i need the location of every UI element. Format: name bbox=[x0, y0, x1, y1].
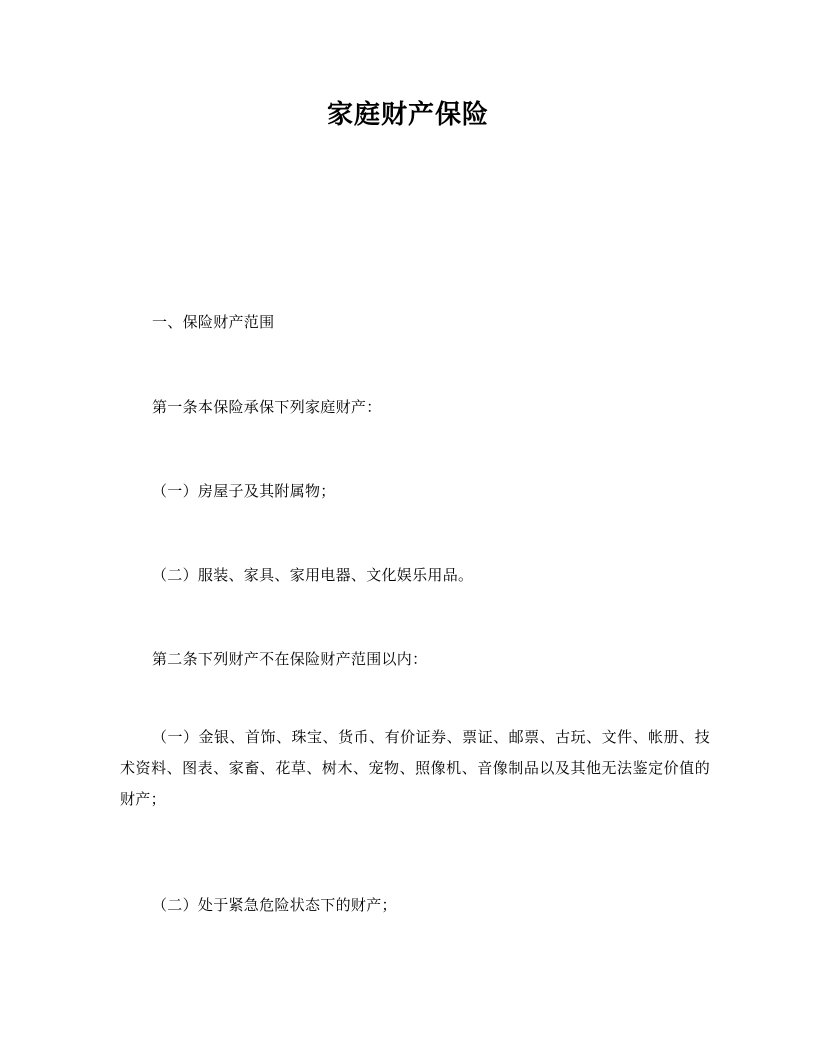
article-two: 第二条下列财产不在保险财产范围以内： bbox=[152, 650, 428, 668]
article-one: 第一条本保险承保下列家庭财产： bbox=[152, 398, 382, 416]
article-two-item-one: （一）金银、首饰、珠宝、货币、有价证券、票证、邮票、古玩、文件、帐册、技术资料、图表、家畜、花草、树木、宠物、照像机、音像制品以及其他无法鉴定价值的财产； bbox=[120, 728, 710, 808]
article-two-item-two: （二）处于紧急危险状态下的财产； bbox=[152, 896, 397, 914]
section-heading-insured-property-scope: 一、保险财产范围 bbox=[152, 313, 275, 331]
article-one-item-one: （一）房屋子及其附属物； bbox=[152, 482, 336, 500]
document-title: 家庭财产保险 bbox=[326, 100, 489, 130]
article-one-item-two: （二）服装、家具、家用电器、文化娱乐用品。 bbox=[152, 566, 474, 584]
